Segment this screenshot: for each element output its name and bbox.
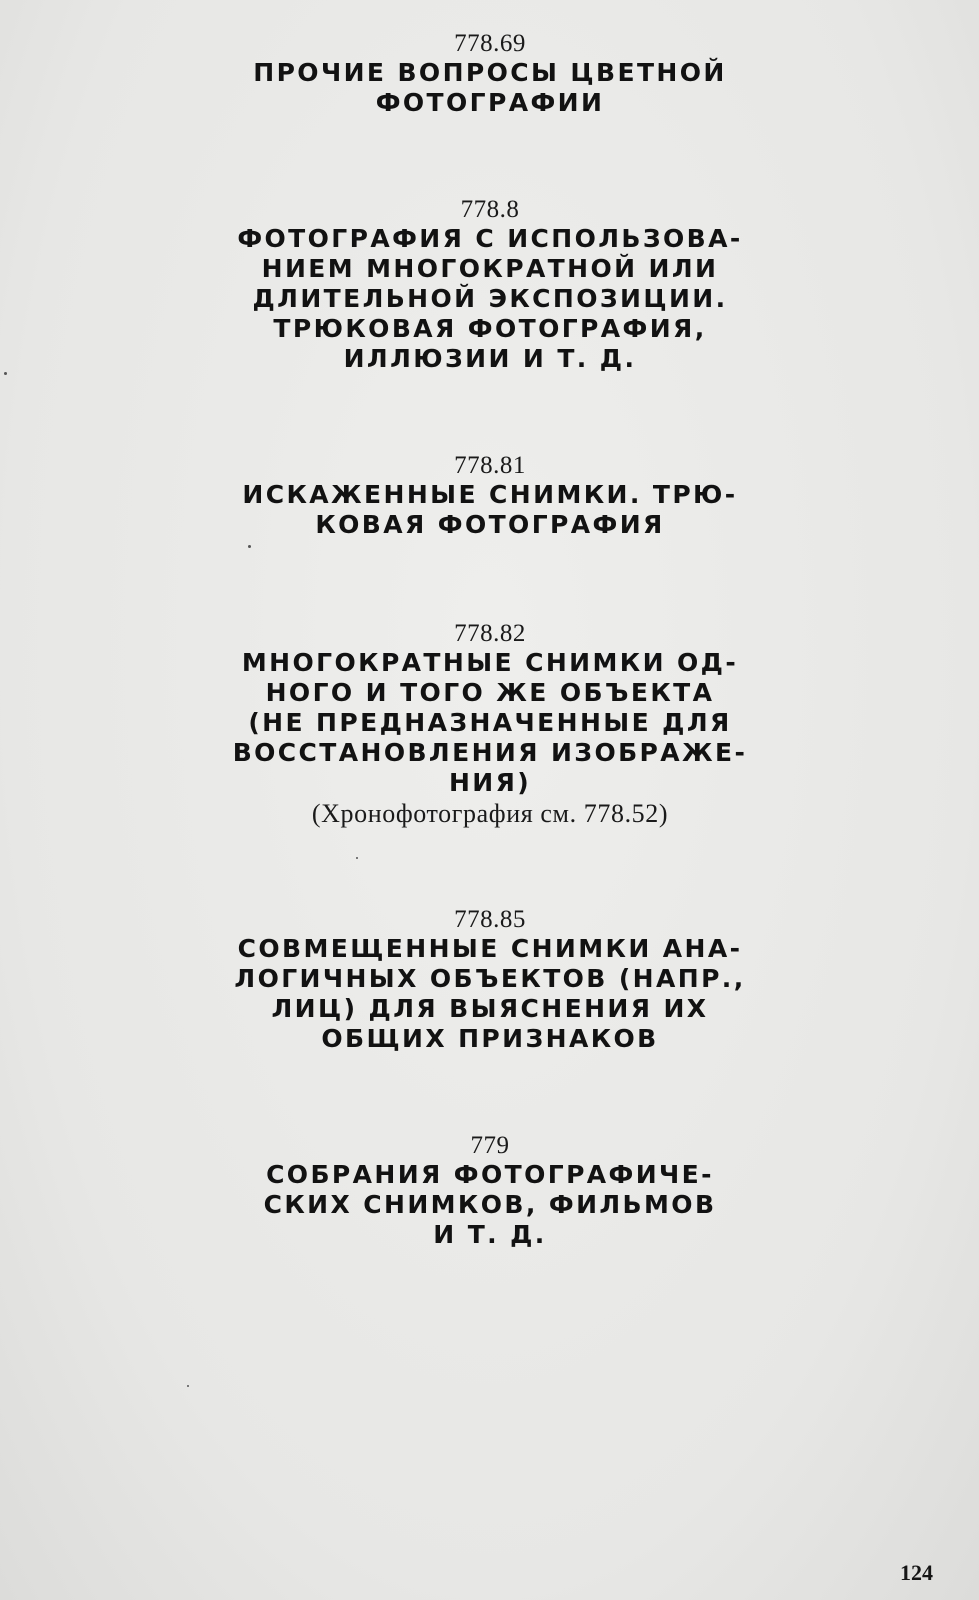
heading-line: ФОТОГРАФИИ xyxy=(375,88,605,117)
page-number: 124 xyxy=(900,1560,933,1585)
print-speck xyxy=(356,857,358,859)
heading-line: НИЯ) xyxy=(448,768,532,797)
heading-line: СОВМЕЩЕННЫЕ СНИМКИ АНА- xyxy=(237,934,743,963)
entry-779 xyxy=(180,1132,800,1250)
heading-line: ВОССТАНОВЛЕНИЯ ИЗОБРАЖЕ- xyxy=(232,738,748,767)
entry-778-69 xyxy=(180,30,800,118)
entry-code: 778.82 xyxy=(454,620,526,647)
entry-heading xyxy=(180,224,800,374)
heading-line: СКИХ СНИМКОВ, ФИЛЬМОВ xyxy=(263,1190,717,1219)
heading-line: ИСКАЖЕННЫЕ СНИМКИ. ТРЮ- xyxy=(242,480,738,509)
entry-778-82 xyxy=(180,620,800,830)
entry-code: 779 xyxy=(470,1132,510,1159)
entry-778-85 xyxy=(180,906,800,1054)
heading-line: (НЕ ПРЕДНАЗНАЧЕННЫЕ ДЛЯ xyxy=(248,708,732,737)
entry-code: 778.8 xyxy=(460,196,520,223)
entry-heading xyxy=(180,934,800,1054)
entry-778-8 xyxy=(180,196,800,374)
entry-code: 778.81 xyxy=(454,452,526,479)
heading-line: СОБРАНИЯ ФОТОГРАФИЧЕ- xyxy=(266,1160,714,1189)
entry-heading xyxy=(180,1160,800,1250)
print-speck xyxy=(187,1385,189,1387)
entry-code: 778.85 xyxy=(454,906,526,933)
entry-heading xyxy=(180,480,800,540)
entry-heading xyxy=(180,648,800,798)
print-speck xyxy=(4,372,7,375)
heading-line: НОГО И ТОГО ЖЕ ОБЪЕКТА xyxy=(265,678,715,707)
entry-778-81 xyxy=(180,452,800,540)
heading-line: И Т. Д. xyxy=(433,1220,547,1249)
heading-line: ЛОГИЧНЫХ ОБЪЕКТОВ (НАПР., xyxy=(234,964,746,993)
print-speck xyxy=(248,545,251,548)
heading-line: КОВАЯ ФОТОГРАФИЯ xyxy=(315,510,665,539)
heading-line: ЛИЦ) ДЛЯ ВЫЯСНЕНИЯ ИХ xyxy=(271,994,709,1023)
heading-line: ИЛЛЮЗИИ И Т. Д. xyxy=(343,344,637,373)
heading-line: ПРОЧИЕ ВОПРОСЫ ЦВЕТНОЙ xyxy=(253,58,727,87)
entry-heading xyxy=(180,58,800,118)
heading-line: ДЛИТЕЛЬНОЙ ЭКСПОЗИЦИИ. xyxy=(252,284,728,313)
heading-line: ОБЩИХ ПРИЗНАКОВ xyxy=(321,1024,659,1053)
entry-code: 778.69 xyxy=(454,30,526,57)
heading-line: ТРЮКОВАЯ ФОТОГРАФИЯ, xyxy=(273,314,707,343)
heading-line: ФОТОГРАФИЯ С ИСПОЛЬЗОВА- xyxy=(237,224,743,253)
heading-line: НИЕМ МНОГОКРАТНОЙ ИЛИ xyxy=(261,254,719,283)
heading-line: МНОГОКРАТНЫЕ СНИМКИ ОД- xyxy=(241,648,739,677)
cross-reference-note: (Хронофотография см. 778.52) xyxy=(311,799,669,828)
